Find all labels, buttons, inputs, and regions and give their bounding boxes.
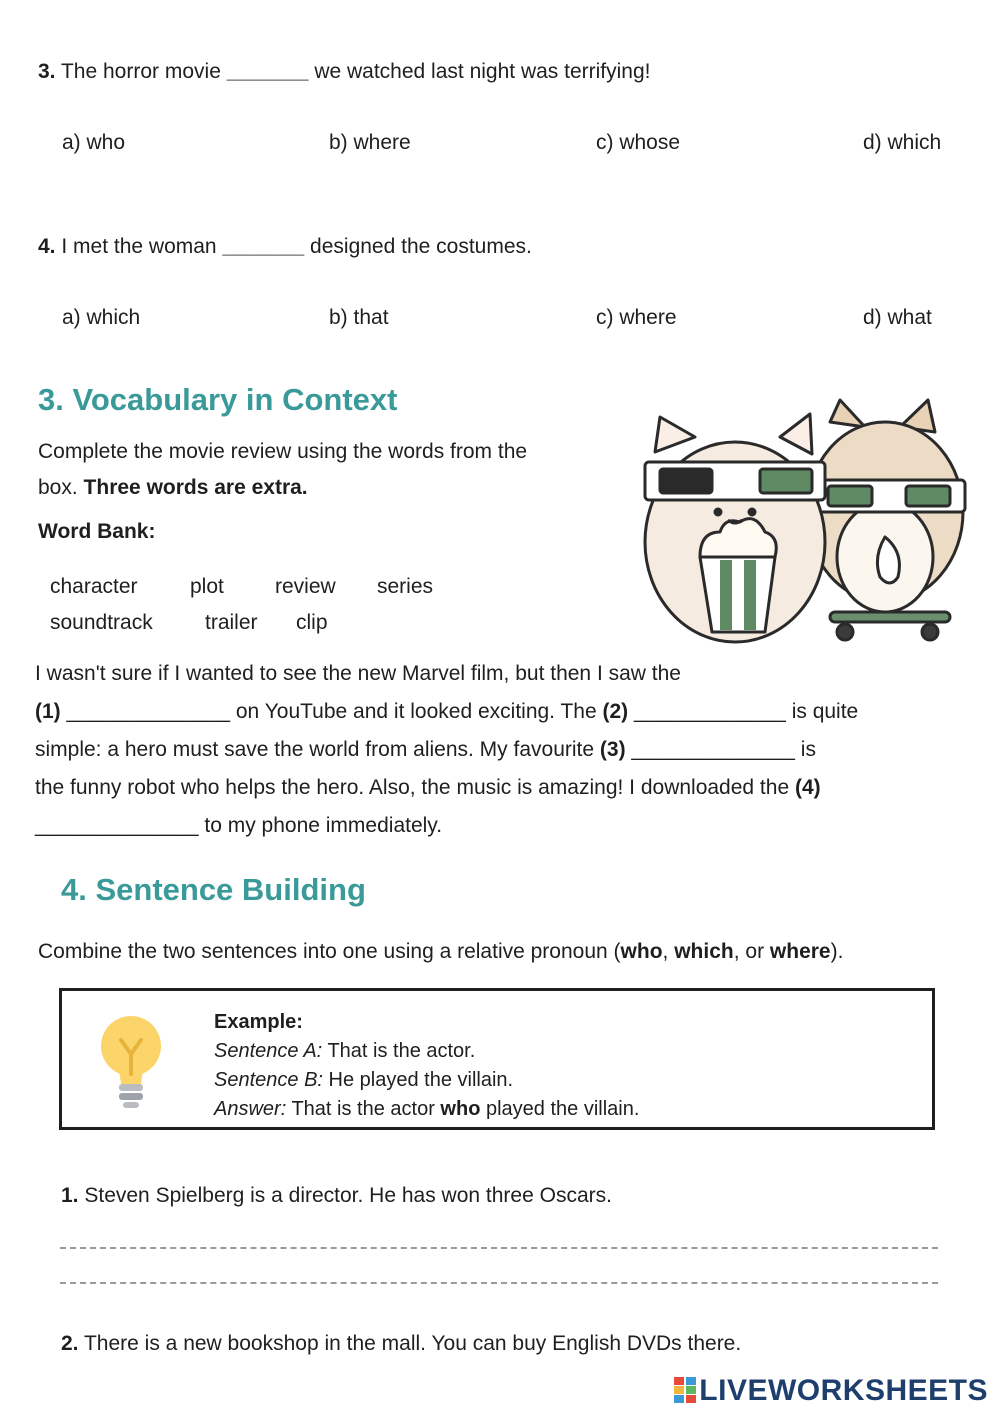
question-text: I met the woman [61,235,217,258]
lightbulb-icon [97,1012,165,1112]
option-c[interactable]: c) where [596,306,677,329]
answer-blank[interactable]: _______ [226,60,309,83]
logo-text: LIVEWORKSHEETS [699,1374,988,1407]
liveworksheets-icon [674,1377,696,1403]
instruction-line: box. Three words are extra. [38,476,308,499]
word-bank-label: Word Bank: [38,520,156,543]
review-blank-4[interactable]: ______________ [35,814,199,837]
review-line: (1) ______________ on YouTube and it looked exciting. The (2) _____________ is quite [35,700,859,723]
question-4 [38,235,532,259]
word-bank-item: series [377,575,434,598]
word-bank-item: review [275,575,336,598]
review-line: simple: a hero must save the world from aliens. My favourite (3) ______________ is [35,738,816,761]
question-number: 3. [38,60,56,83]
option-d[interactable]: d) which [863,131,942,154]
question-number: 4. [38,235,56,258]
answer-line-1[interactable] [60,1247,938,1249]
question-text: we watched last night was terrifying! [314,60,651,83]
example-sentence-a: Sentence A: That is the actor. [214,1040,476,1062]
review-blank-2[interactable]: _____________ [634,700,786,723]
movie-review-paragraph [35,655,965,845]
word-bank-item: trailer [205,611,258,634]
section-heading-vocabulary: 3. Vocabulary in Context [38,382,398,417]
example-label: Example: [214,1011,303,1033]
liveworksheets-logo [674,1374,988,1408]
option-b[interactable]: b) that [329,306,389,329]
answer-blank[interactable]: _______ [222,235,305,258]
option-d[interactable]: d) what [863,306,932,329]
option-b[interactable]: b) where [329,131,411,154]
sentence-instruction: Combine the two sentences into one using a relative pronoun (who, which, or where). [38,940,844,963]
example-answer: Answer: That is the actor who played the villain. [214,1098,640,1120]
sentence-item-1: 1. Steven Spielberg is a director. He has won three Oscars. [61,1184,612,1207]
option-a[interactable]: a) who [62,131,126,154]
review-line: ______________ to my phone immediately. [35,814,443,837]
review-line: the funny robot who helps the hero. Also, the music is amazing! I downloaded the (4) [35,776,821,799]
word-bank-item: plot [190,575,224,598]
instruction-line: Complete the movie review using the words from the [38,440,528,463]
example-sentence-b: Sentence B: He played the villain. [214,1069,514,1091]
word-bank-item: clip [296,611,328,634]
question-text: The horror movie [60,60,221,83]
word-bank-item: character [50,575,138,598]
sentence-item-2: 2. There is a new bookshop in the mall. You can buy English DVDs there. [61,1332,742,1355]
option-a[interactable]: a) which [62,306,141,329]
review-blank-1[interactable]: ______________ [66,700,231,723]
question-text: designed the costumes. [310,235,532,258]
vocab-instruction [38,434,618,506]
movie-watching-cats-illustration [640,392,970,654]
review-line: I wasn't sure if I wanted to see the new Marvel film, but then I saw the [35,662,681,685]
instruction-bold: Three words are extra. [83,476,308,499]
answer-line-2[interactable] [60,1282,938,1284]
section-heading-sentence-building: 4. Sentence Building [61,872,366,907]
review-blank-3[interactable]: ______________ [631,738,795,761]
question-3 [38,60,650,84]
word-bank-item: soundtrack [50,611,153,634]
option-c[interactable]: c) whose [596,131,681,154]
